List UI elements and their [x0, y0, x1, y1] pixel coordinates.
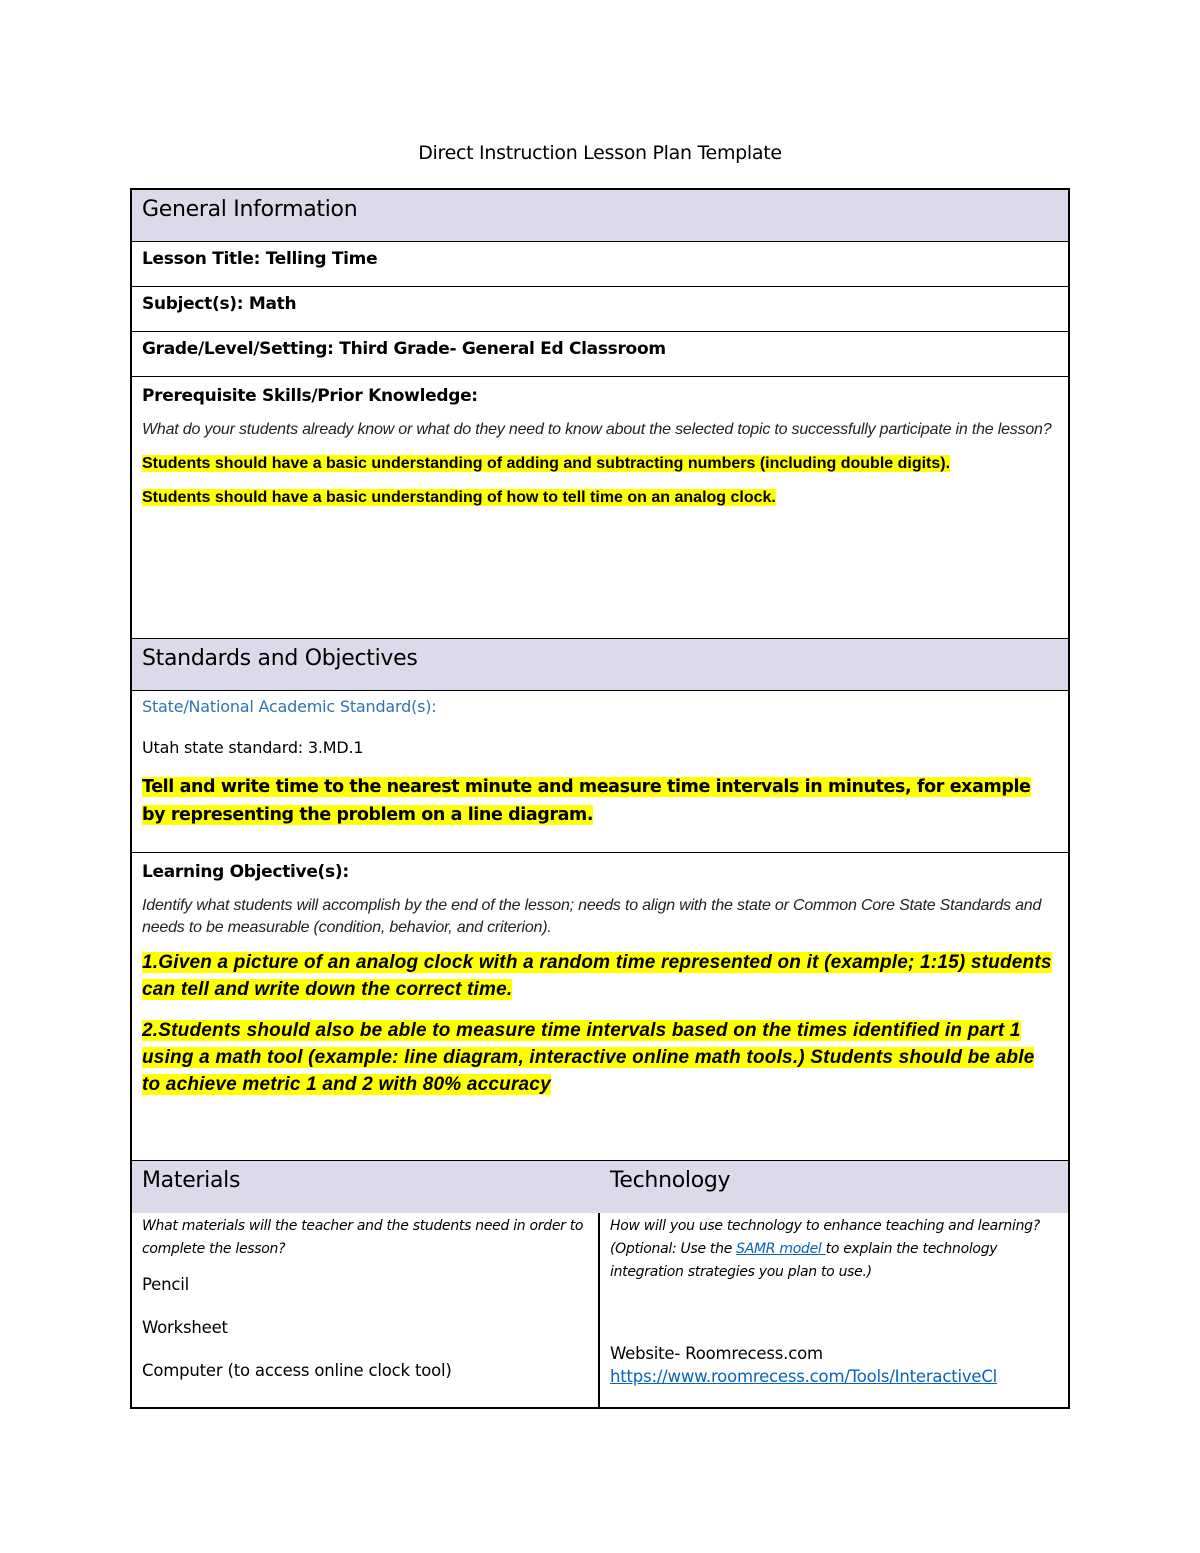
prerequisite-answer-2-text: Students should have a basic understanding of how to tell time on an analog clock.: [142, 489, 776, 506]
state-standard-value: Utah state standard: 3.MD.1: [142, 738, 364, 757]
standard-text: Tell and write time to the nearest minute and measure time intervals in minutes, for example by representing the problem on a line diagram.: [142, 777, 1031, 825]
technology-website: Website- Roomrecess.com: [610, 1344, 823, 1363]
learning-objective-label: Learning Objective(s):: [142, 862, 349, 882]
lesson-plan-table: [130, 188, 1070, 1409]
materials-header: Materials: [132, 1161, 600, 1213]
objective-2-text: 2.Students should also be able to measure time intervals based on the times identified in part 1 using a math tool (example: line diagram, interactive online math tools.) Students should be able to achieve metric 1 and 2 with 80% accuracy: [142, 1020, 1035, 1095]
objective-1-text: 1.Given a picture of an analog clock with a random time represented on it (example; 1:15) students can tell and write down the correct time.: [142, 952, 1052, 1000]
standards-objectives-header: Standards and Objectives: [132, 639, 1068, 691]
technology-header: Technology: [600, 1161, 1068, 1213]
materials-prompt: What materials will the teacher and the students need in order to complete the lesson?: [142, 1218, 584, 1257]
general-information-header: General Information: [132, 190, 1068, 242]
state-standard-label: State/National Academic Standard(s):: [142, 697, 437, 716]
lesson-title-field: Lesson Title: Telling Time: [132, 242, 1068, 287]
learning-objectives-cell: [132, 853, 1068, 1161]
objective-1-block: [142, 949, 1058, 1003]
technology-cell: [600, 1213, 1068, 1407]
standard-text-block: [142, 773, 1058, 829]
prerequisite-skills-cell: [132, 377, 1068, 639]
standards-cell: [132, 691, 1068, 853]
materials-cell: [132, 1213, 600, 1407]
materials-item-pencil: Pencil: [142, 1275, 190, 1294]
grade-level-field: Grade/Level/Setting: Third Grade- General Ed Classroom: [132, 332, 1068, 377]
prerequisite-answer-1: [142, 455, 1058, 473]
prerequisite-prompt: What do your students already know or what do they need to know about the selected topic to successfully participate in the lesson?: [142, 421, 1052, 438]
technology-prompt-after: to explain the technology integration strategies you plan to use.): [610, 1241, 998, 1280]
document-title: Direct Instruction Lesson Plan Template: [418, 142, 782, 164]
subjects-field: Subject(s): Math: [132, 287, 1068, 332]
technology-prompt-before: How will you use technology to enhance teaching and learning? (Optional: Use the: [610, 1218, 1040, 1257]
materials-item-computer: Computer (to access online clock tool): [142, 1361, 452, 1380]
prerequisite-answer-2: [142, 489, 1058, 507]
samr-model-link[interactable]: SAMR model: [736, 1241, 826, 1257]
objective-2-block: [142, 1017, 1058, 1098]
learning-objective-prompt: Identify what students will accomplish by the end of the lesson; needs to align with the state or Common Core State Standards and needs to be measurable (condition, behavior, and criterion).: [142, 897, 1042, 936]
prerequisite-answer-1-text: Students should have a basic understanding of adding and subtracting numbers (including double digits).: [142, 455, 951, 472]
materials-technology-body-row: [132, 1213, 1068, 1407]
roomrecess-url-link[interactable]: https://www.roomrecess.com/Tools/InteractiveCl: [610, 1367, 998, 1386]
technology-prompt: [610, 1215, 1058, 1284]
prerequisite-label: Prerequisite Skills/Prior Knowledge:: [142, 386, 478, 406]
materials-technology-header-row: [132, 1161, 1068, 1213]
materials-item-worksheet: Worksheet: [142, 1318, 228, 1337]
